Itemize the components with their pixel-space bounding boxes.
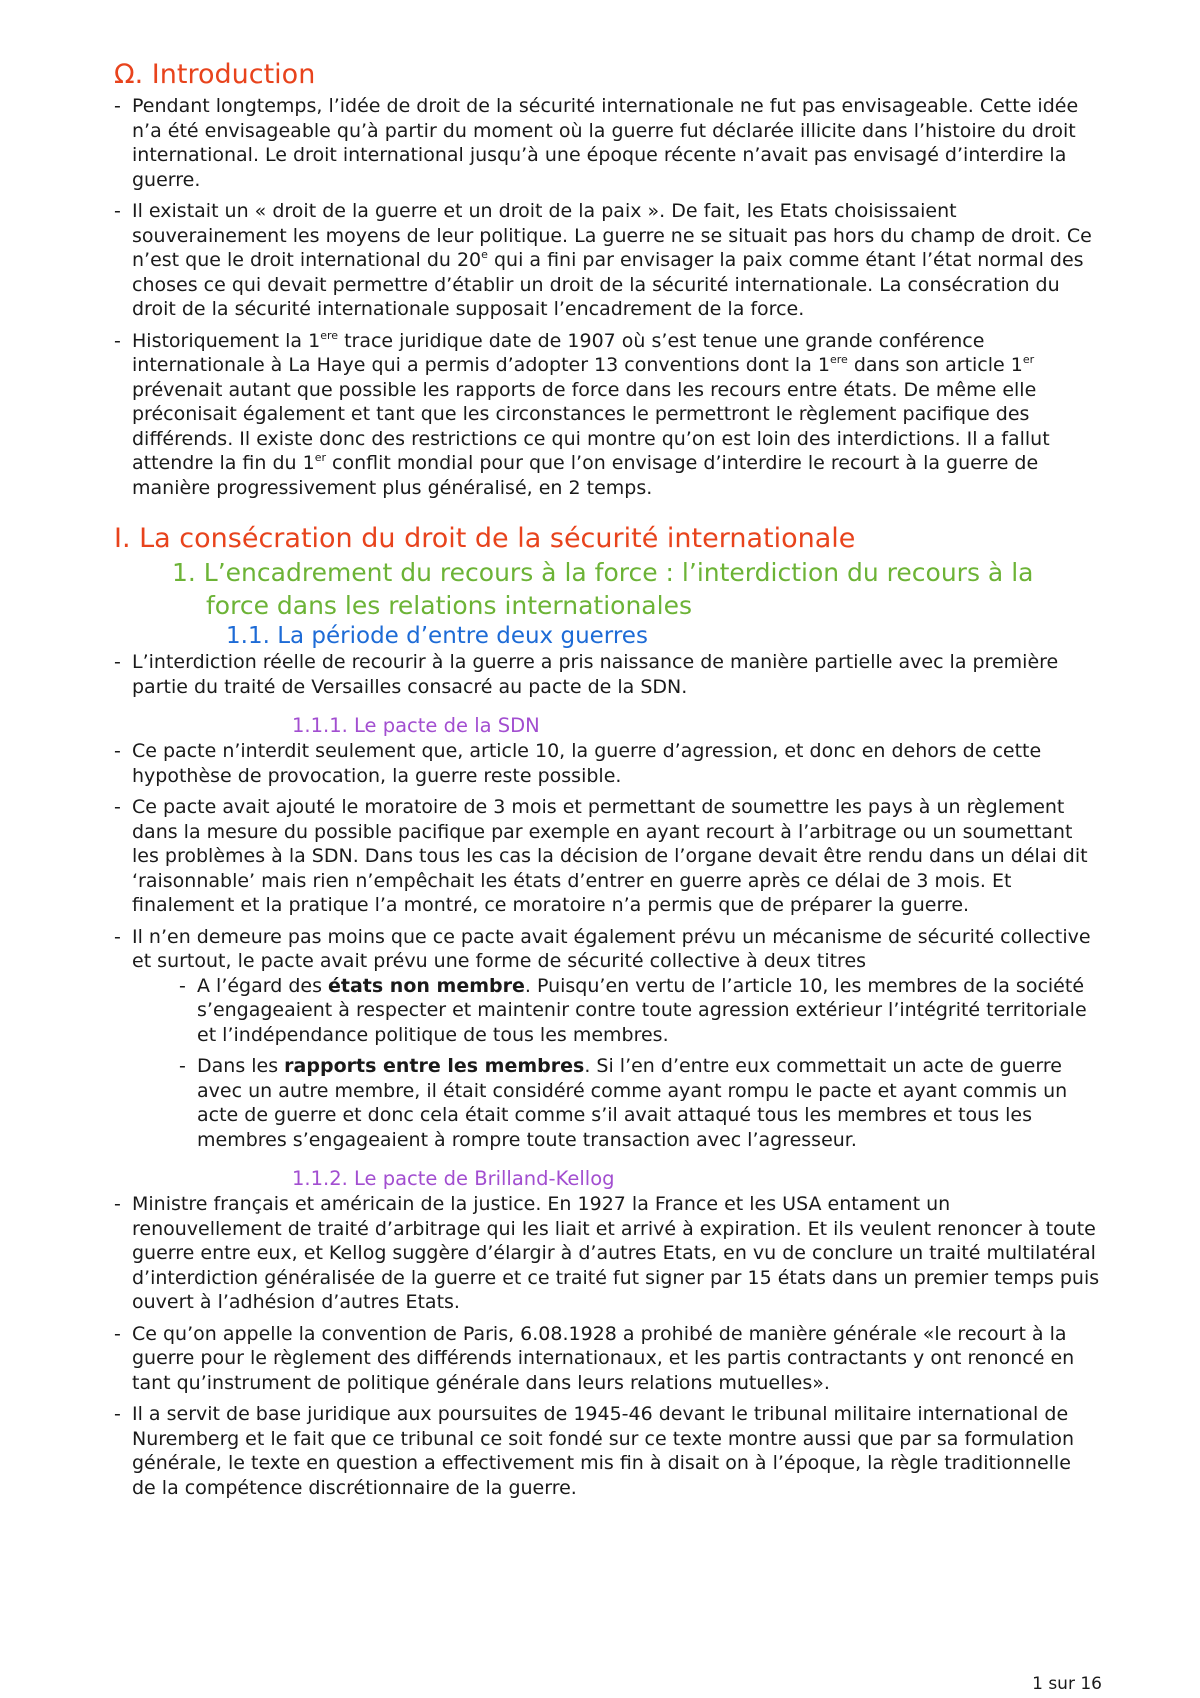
sdn-heading: 1.1.1. Le pacte de la SDN bbox=[292, 714, 540, 737]
document-content bbox=[114, 58, 1100, 1507]
kellog-paragraph-1: - Ministre français et américain de la justice. En 1927 la France et les USA entament un renouvellement de traité d’arbitrage qui les liait et arrivé à expiration. Et ils veulent renoncer à toute guerre entre eux, et Kellog suggère d’élargir à d’autres Etats, en vu de conclure un traité multilatéral d’interdiction généralisée de la guerre et ce traité fut signer par 15 états dans un premier temps puis ouvert à l’adhésion d’autres Etats. bbox=[114, 1192, 1100, 1315]
kellog-paragraph-3: - Il a servit de base juridique aux poursuites de 1945-46 devant le tribunal militaire international de Nuremberg et le fait que ce tribunal ce soit fondé sur ce texte montre aussi que par sa formulation générale, le texte en question a effectivement mis fin à disait on à l’époque, la règle traditionnelle de la compétence discrétionnaire de la guerre. bbox=[114, 1402, 1100, 1500]
sdn-paragraph-1: - Ce pacte n’interdit seulement que, article 10, la guerre d’agression, et donc en dehors de cette hypothèse de provocation, la guerre reste possible. bbox=[114, 739, 1100, 788]
intro-list bbox=[114, 94, 1100, 500]
sdn-sub-paragraph-2: - Dans les rapports entre les membres. Si l’en d’entre eux commettait un acte de guerre avec un autre membre, il était considéré comme ayant rompu le pacte et ayant commis un acte de guerre et donc cela était comme s’il avait attaqué tous les membres et tous les membres s’engageaient à rompre toute transaction avec l’agresseur. bbox=[179, 1054, 1100, 1152]
period-list bbox=[114, 650, 1100, 699]
intro-paragraph-3: - Historiquement la 1ere trace juridique date de 1907 où s’est tenue une grande conférence internationale à La Haye qui a permis d’adopter 13 conventions dont la 1ere dans son article 1er prévenait autant que possible les rapports de force dans les recours entre états. De même elle préconisait également et tant que les circonstances le permettront le règlement pacifique des différends. Il existe donc des restrictions ce qui montre qu’on est loin des interdictions. Il a fallut attendre la fin du 1er conflit mondial pour que l’on envisage d’interdire le recourt à la guerre de manière progressivement plus généralisé, en 2 temps. bbox=[114, 329, 1100, 501]
section-1-1-heading: 1. L’encadrement du recours à la force : l’interdiction du recours à la force dans les relations internationales bbox=[172, 558, 1034, 620]
sdn-list bbox=[114, 739, 1100, 974]
kellog-heading: 1.1.2. Le pacte de Brilland-Kellog bbox=[292, 1167, 615, 1190]
sdn-paragraph-3: - Il n’en demeure pas moins que ce pacte avait également prévu un mécanisme de sécurité collective et surtout, le pacte avait prévu une forme de sécurité collective à deux titres bbox=[114, 925, 1100, 974]
intro-paragraph-1: - Pendant longtemps, l’idée de droit de la sécurité internationale ne fut pas envisageable. Cette idée n’a été envisageable qu’à partir du moment où la guerre fut déclarée illicite dans l’histoire du droit international. Le droit international jusqu’à une époque récente n’avait pas envisagé d’interdire la guerre. bbox=[114, 94, 1100, 192]
sdn-paragraph-2: - Ce pacte avait ajouté le moratoire de 3 mois et permettant de soumettre les pays à un règlement dans la mesure du possible pacifique par exemple en ayant recourt à l’arbitrage ou un soumettant les problèmes à la SDN. Dans tous les cas la décision de l’organe devait être rendu dans un délai dit ‘raisonnable’ mais rien n’empêchait les états d’entrer en guerre après ce délai de 3 mois. Et finalement et la pratique l’a montré, ce moratoire n’a permis que de préparer la guerre. bbox=[114, 795, 1100, 918]
section-1-heading: I. La consécration du droit de la sécurité internationale bbox=[114, 523, 856, 554]
sdn-sub-list bbox=[179, 974, 1100, 1153]
intro-heading: Ω. Introduction bbox=[114, 59, 316, 90]
period-paragraph: - L’interdiction réelle de recourir à la guerre a pris naissance de manière partielle avec la première partie du traité de Versailles consacré au pacte de la SDN. bbox=[114, 650, 1100, 699]
section-1-1-1-heading: 1.1. La période d’entre deux guerres bbox=[226, 623, 648, 649]
intro-paragraph-2: - Il existait un « droit de la guerre et un droit de la paix ». De fait, les Etats choisissaient souverainement les moyens de leur politique. La guerre ne se situait pas hors du champ de droit. Ce n’est que le droit international du 20e qui a fini par envisager la paix comme étant l’état normal des choses ce qui devait permettre d’établir un droit de la sécurité internationale. La consécration du droit de la sécurité internationale supposait l’encadrement de la force. bbox=[114, 199, 1100, 322]
kellog-list bbox=[114, 1192, 1100, 1500]
kellog-paragraph-2: - Ce qu’on appelle la convention de Paris, 6.08.1928 a prohibé de manière générale «le recourt à la guerre pour le règlement des différends internationaux, et les partis contractants y ont renoncé en tant qu’instrument de politique générale dans leurs relations mutuelles». bbox=[114, 1322, 1100, 1396]
sdn-sub-paragraph-1: - A l’égard des états non membre. Puisqu’en vertu de l’article 10, les membres de la société s’engageaient à respecter et maintenir contre toute agression extérieur l’intégrité territoriale et l’indépendance politique de tous les membres. bbox=[179, 974, 1100, 1048]
page-number: 1 sur 16 bbox=[1032, 1674, 1102, 1694]
